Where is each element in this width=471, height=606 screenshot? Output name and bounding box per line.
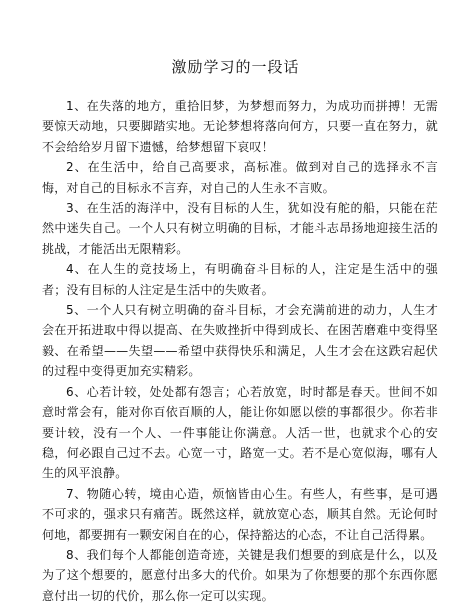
paragraph-6: 6、心若计较，处处都有怨言；心若放宽，时时都是春天。世间不如意时常会有，能对你百依百顺的人，能让你如愿以偿的事都很少。你若非要计较，没有一个人、一件事能让你满意。人活一世，也就求个心的安稳，何必跟自己过不去。心宽一寸，路宽一丈。若不是心宽似海，哪有人生的风平浪静。 — [42, 384, 438, 481]
paragraph-1: 1、在失落的地方，重拾旧梦，为梦想而努力，为成功而拼搏！无需要惊天动地，只要脚踏实地。无论梦想将落向何方，只要一直在努力，就不会给给岁月留下遗憾，给梦想留下哀叹！ — [42, 99, 438, 154]
paragraph-7: 7、物随心转，境由心造，烦恼皆由心生。有些人，有些事，是可遇不可求的，强求只有痛苦。既然这样，就放宽心态，顺其自然。无论何时何地，都要拥有一颗安闲自在的心，保持豁达的心态，不让自己活得累。 — [42, 486, 438, 542]
paragraph-8: 8、我们每个人都能创造奇迹，关键是我们想要的到底是什么，以及为了这个想要的，愿意付出多大的代价。如果为了你想要的那个东西你愿意付出一切的代价，那么你一定可以实现。 — [42, 547, 438, 603]
document-body — [42, 96, 438, 606]
paragraph-5: 5、一个人只有树立明确的奋斗目标，才会充满前进的动力，人生才会在开拓进取中得以提高、在失败挫折中得到成长、在困苦磨难中变得坚毅、在希望——失望——希望中获得快乐和满足，人生才会在这跌宕起伏的过程中变得更加充实精彩。 — [42, 303, 438, 379]
paragraph-2: 2、在生活中，给自己高要求，高标准。做到对自己的选择永不言悔，对自己的目标永不言弃，对自己的人生永不言败。 — [42, 160, 438, 195]
paragraph-3: 3、在生活的海洋中，没有目标的人生，犹如没有舵的船，只能在茫然中迷失自己。一个人只有树立明确的目标，才能斗志昂扬地迎接生活的挑战，才能活出无限精彩。 — [42, 201, 438, 256]
document-title: 激励学习的一段话 — [171, 58, 300, 76]
paragraph-4: 4、在人生的竞技场上，有明确奋斗目标的人，注定是生活中的强者；没有目标的人注定是生活中的失败者。 — [42, 262, 438, 297]
